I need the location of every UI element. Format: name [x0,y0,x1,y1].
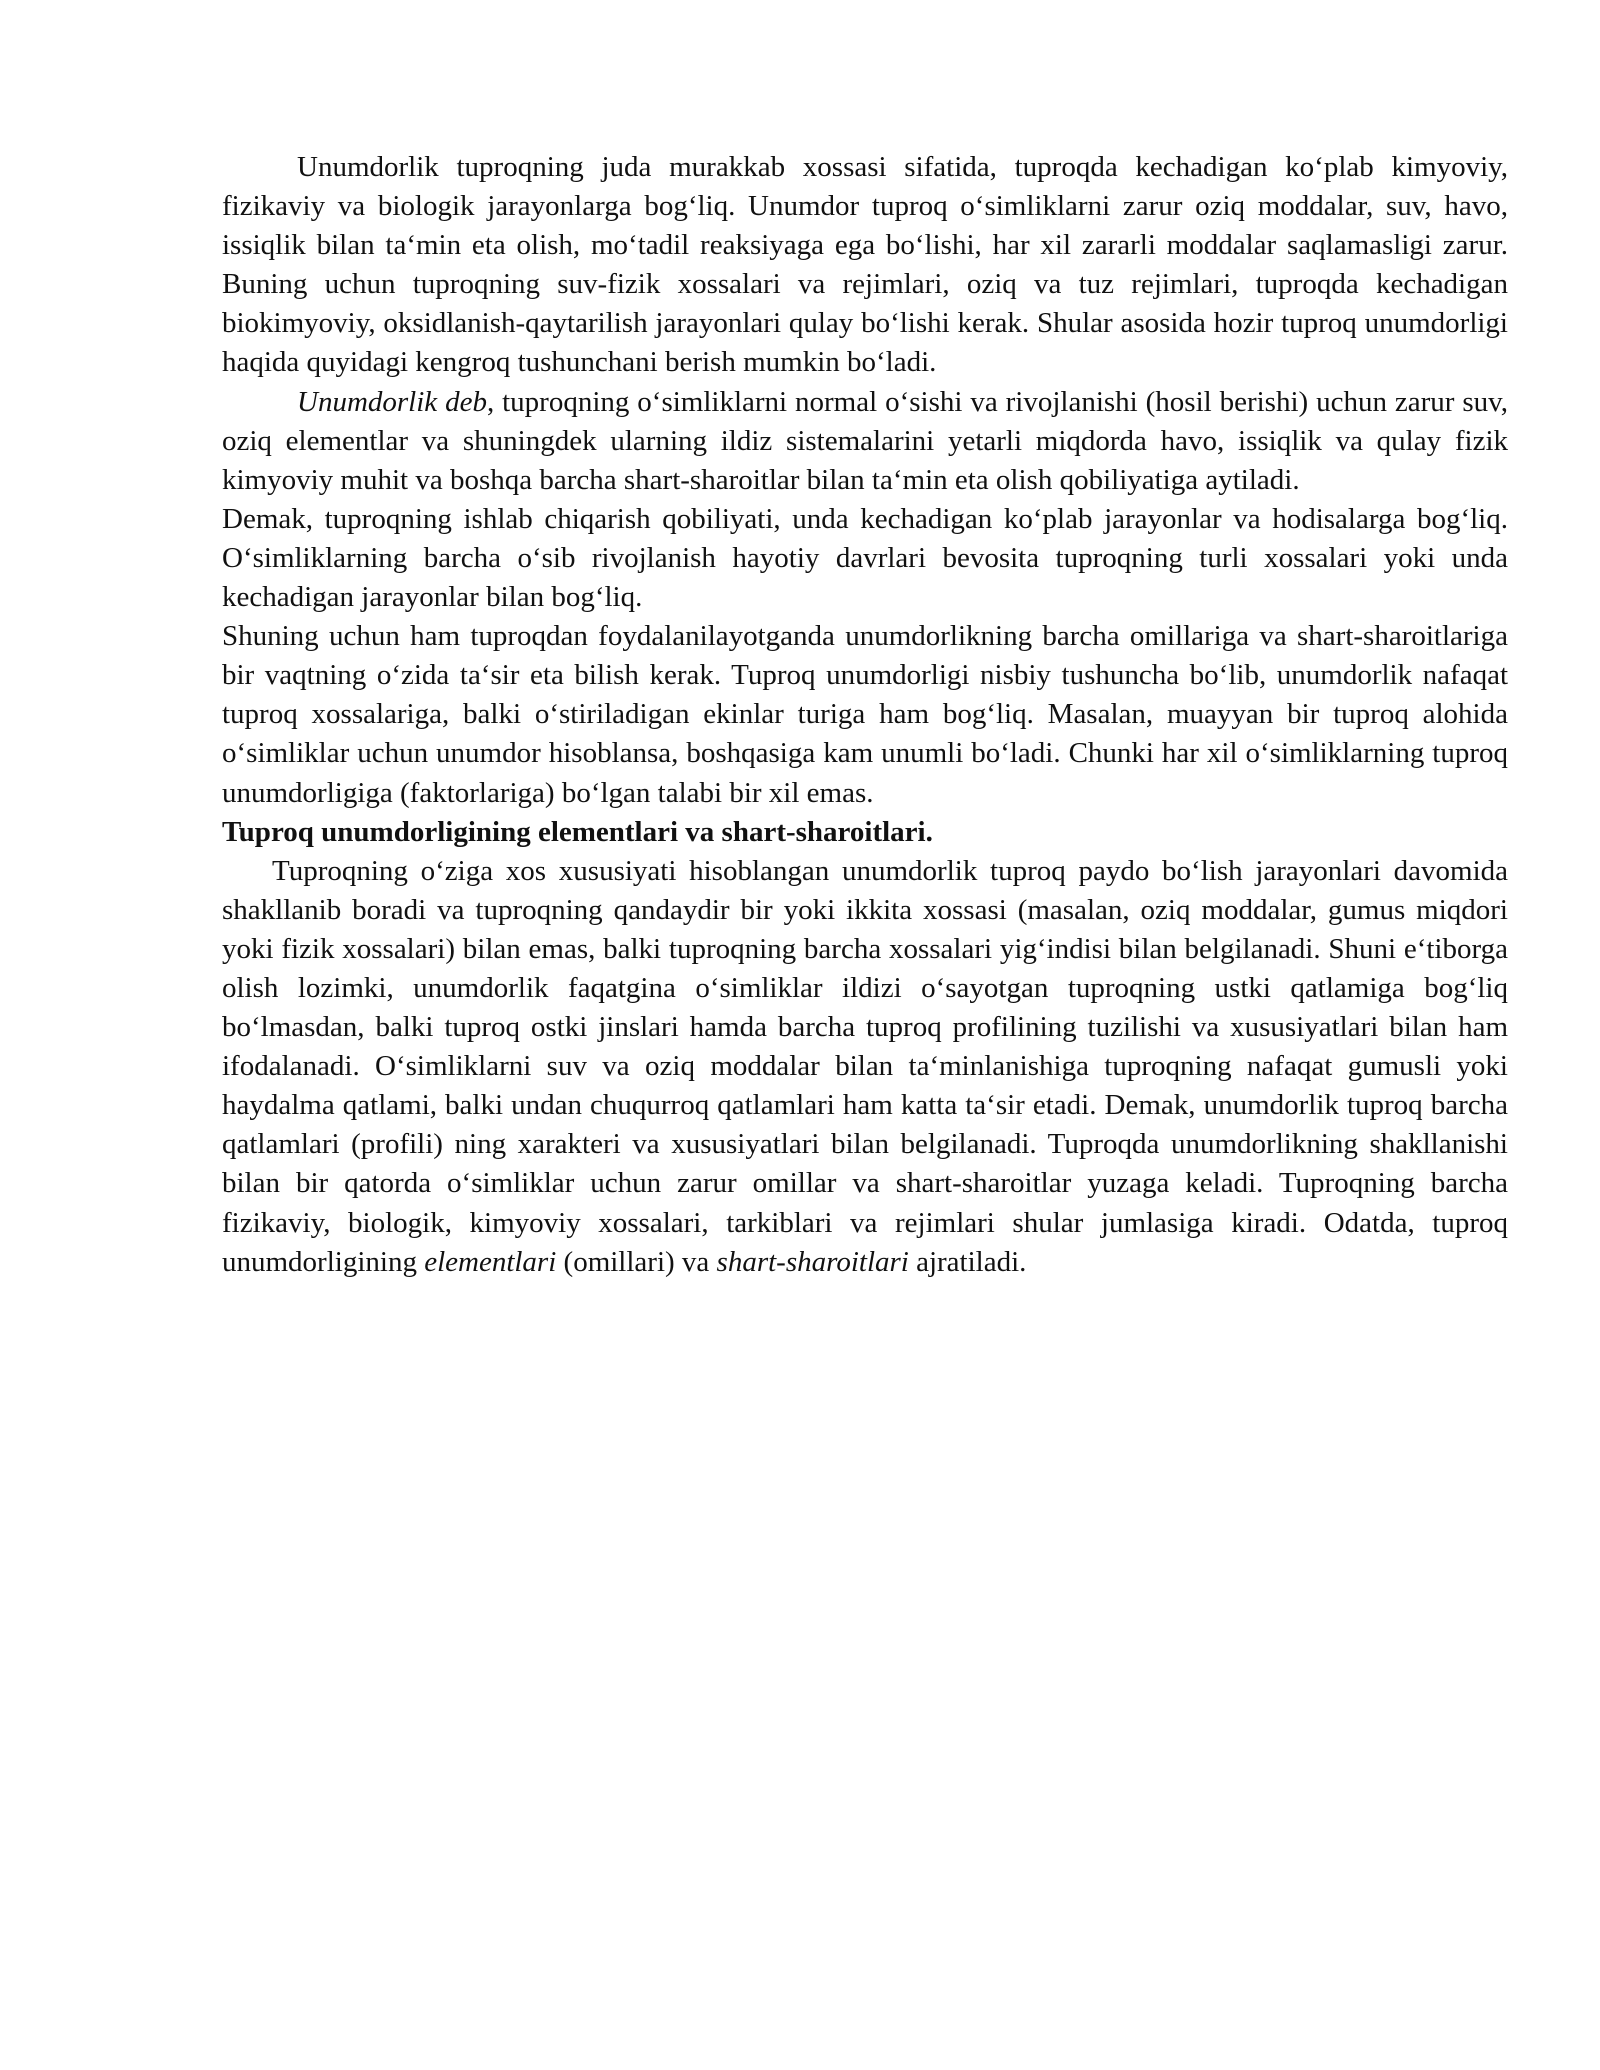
elements-term: elementlari [424,1245,557,1278]
paragraph-production-capacity: Demak, tuproqning ishlab chiqarish qobiliyati, unda kechadigan ko‘plab jarayonlar va hodisalarga bog‘liq. O‘simliklarning barcha o‘sib rivojlanish hayotiy davrlari bevosita tuproqning turli xossalari yoki unda kechadigan jarayonlar bilan bog‘liq. [222,502,1508,614]
elements-text-part1: Tuproqning o‘ziga xos xususiyati hisoblangan unumdorlik tuproq paydo bo‘lish jarayonlari davomida shakllanib boradi va tuproqning qandaydir bir yoki ikkita xossasi (masalan, oziq moddalar, gumus miqdori yoki fizik xossalari) bilan emas, balki tuproqning barcha xossalari yig‘indisi bilan belgilanadi. Shuni e‘tiborga olish lozimki, unumdorlik faqatgina o‘simliklar ildizi o‘sayotgan tuproqning ustki qatlamiga bog‘liq bo‘lmasdan, balki tuproq ostki jinslari hamda barcha tuproq profilining tuzilishi va xususiyatlari bilan ham ifodalanadi. O‘simliklarni suv va oziq moddalar bilan ta‘minlanishiga tuproqning nafaqat gumusli yoki haydalma qatlami, balki undan chuqurroq qatlamlari ham katta ta‘sir etadi. Demak, unumdorlik tuproq barcha qatlamlari (profili) ning xarakteri va xususiyatlari bilan belgilanadi. Tuproqda unumdorlikning shakllanishi bilan bir qatorda o‘simliklar uchun zarur omillar va shart-sharoitlar yuzaga keladi. Tuproqning barcha fizikaviy, biologik, kimyoviy xossalari, tarkiblari va rejimlari shular jumlasiga kiradi. Odatda, tuproq unumdorligining [222,854,1508,1278]
paragraph-relative-concept: Shuning uchun ham tuproqdan foydalanilayotganda unumdorlikning barcha omillariga va shart-sharoitlariga bir vaqtning o‘zida ta‘sir eta bilish kerak. Tuproq unumdorligi nisbiy tushuncha bo‘lib, unumdorlik nafaqat tuproq xossalariga, balki o‘stiriladigan ekinlar turiga ham bog‘liq. Masalan, muayyan bir tuproq alohida o‘simliklar uchun unumdor hisoblansa, boshqasiga kam unumli bo‘ladi. Chunki har xil o‘simliklarning tuproq unumdorligiga (faktorlariga) bo‘lgan talabi bir xil emas. [222,620,1508,809]
document-body [222,148,1508,1282]
conditions-term: shart-sharoitlari [716,1245,909,1278]
paragraph-fertility-intro: Unumdorlik tuproqning juda murakkab xossasi sifatida, tuproqda kechadigan ko‘plab kimyoviy, fizikaviy va biologik jarayonlarga bog‘liq. Unumdor tuproq o‘simliklarni zarur oziq moddalar, suv, havo, issiqlik bilan ta‘min eta olish, mo‘tadil reaksiyaga ega bo‘lishi, har xil zararli moddalar saqlamasligi zarur. Buning uchun tuproqning suv-fizik xossalari va rejimlari, oziq va tuz rejimlari, tuproqda kechadigan biokimyoviy, oksidlanish-qaytarilish jarayonlari qulay bo‘lishi kerak. Shular asosida hozir tuproq unumdorligi haqida quyidagi kengroq tushunchani berish mumkin bo‘ladi. [222,151,1508,379]
definition-text: , tuproqning o‘simliklarni normal o‘sishi va rivojlanishi (hosil berishi) uchun zarur suv, oziq elementlar va shuningdek ularning ildiz sistemalarini yetarli miqdorda havo, issiqlik va qulay fizik kimyoviy muhit va boshqa barcha shart-sharoitlar bilan ta‘min eta olish qobiliyatiga aytiladi. [222,385,1508,496]
definition-term: Unumdorlik deb [297,385,487,418]
section-heading: Tuproq unumdorligining elementlari va shart-sharoitlari. [222,815,933,848]
elements-text-part3: ajratiladi. [908,1245,1027,1278]
elements-text-part2: (omillari) va [556,1245,717,1278]
paragraph-fertility-elements [222,852,1508,1282]
paragraph-fertility-definition [222,383,1508,500]
